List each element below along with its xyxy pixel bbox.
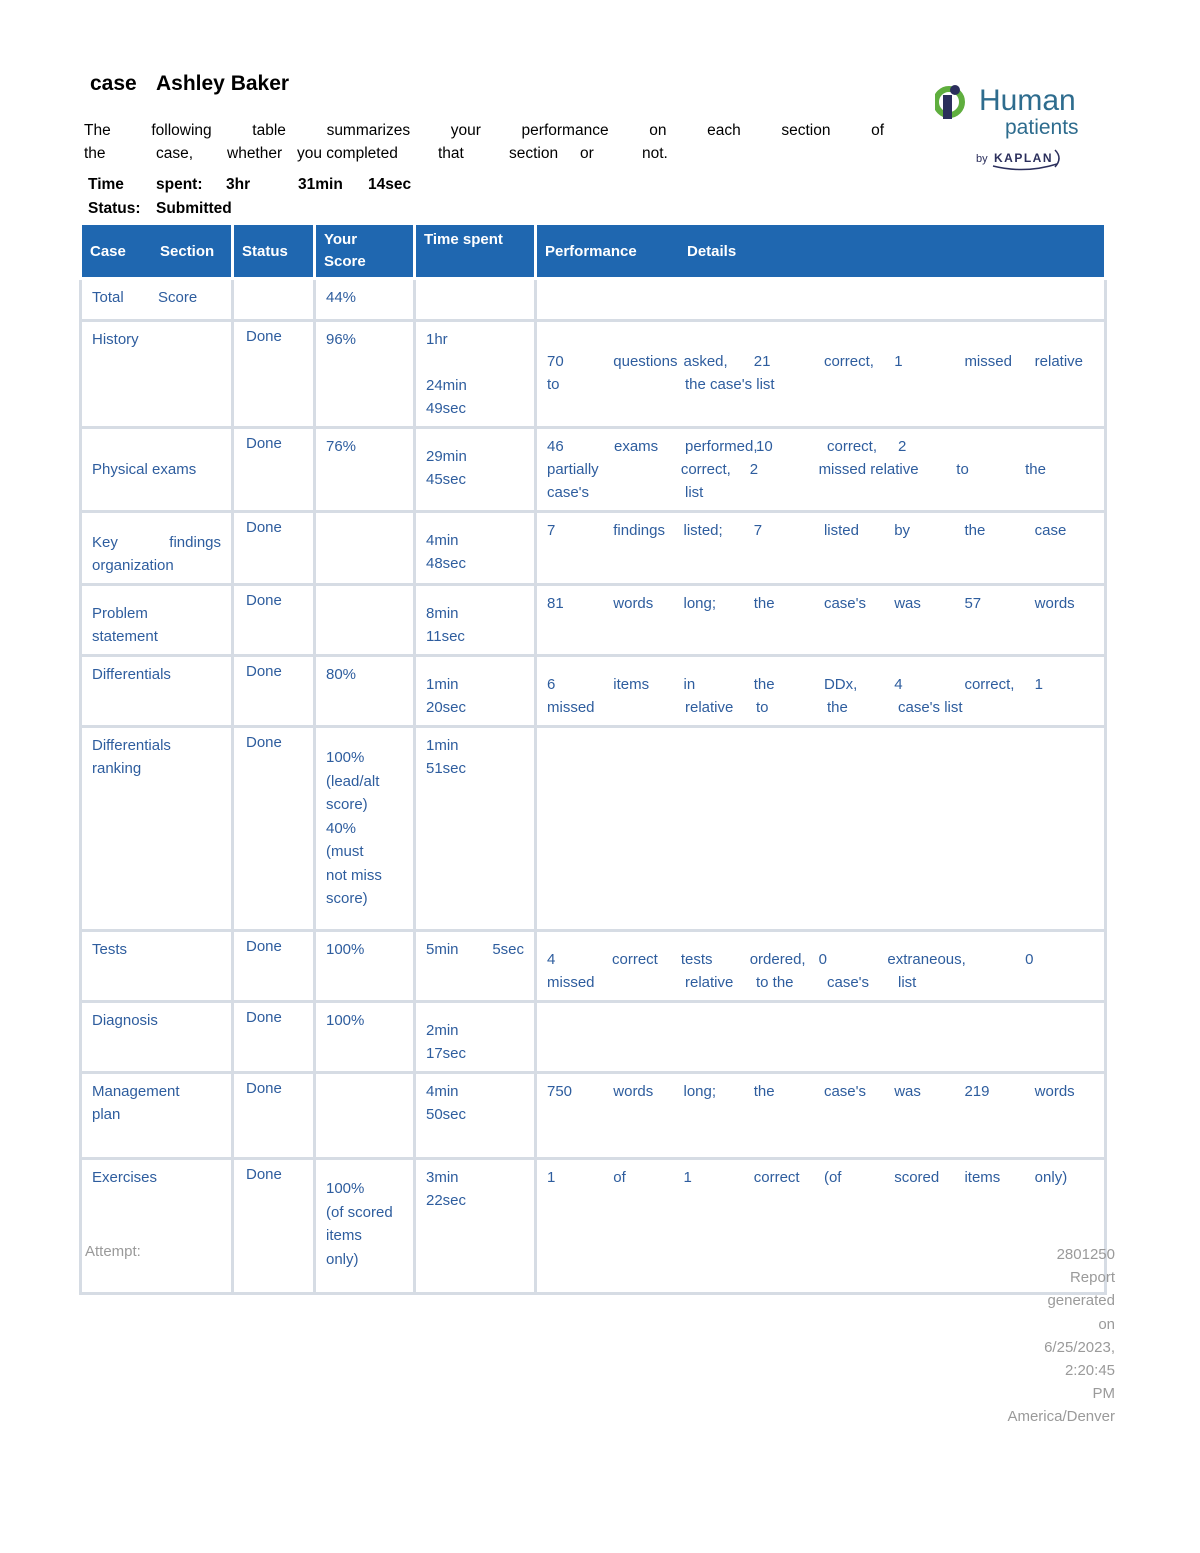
patient-name: Ashley Baker	[156, 72, 290, 95]
header-status: Status	[233, 224, 315, 279]
cell-score	[315, 1073, 415, 1159]
cell-status: Done	[233, 1002, 315, 1073]
cell-status: Done	[233, 428, 315, 512]
cell-score: 80%	[315, 656, 415, 727]
table-row	[81, 585, 1106, 656]
time-spent-row: Time spent: 3hr 31min 14sec	[88, 176, 412, 193]
table-row	[81, 1073, 1106, 1159]
case-label: case	[90, 72, 137, 95]
cell-performance: 1 of 1 correct (of scored items only)	[536, 1159, 1106, 1294]
table-row	[81, 321, 1106, 428]
cell-performance: 4 correct tests ordered, 0 extraneous, 0 missed relative to the case's list	[536, 931, 1106, 1002]
logo-sub: patients	[1005, 116, 1079, 139]
cell-performance	[536, 727, 1106, 931]
cell-status: Done	[233, 585, 315, 656]
cell-score	[315, 585, 415, 656]
cell-time: 2min 17sec	[415, 1002, 536, 1073]
logo-by: by	[976, 153, 988, 165]
cell-status: Done	[233, 512, 315, 585]
cell-score: 100%	[315, 1002, 415, 1073]
attempt-label: Attempt:	[85, 1243, 141, 1260]
cell-section: Tests	[81, 931, 233, 1002]
cell-section: Exercises	[81, 1159, 233, 1294]
cell-section: Physical exams	[81, 428, 233, 512]
intro-text	[84, 119, 884, 165]
header-time-spent: Time spent	[415, 224, 536, 279]
cell-score	[315, 512, 415, 585]
cell-time: 1min 20sec	[415, 656, 536, 727]
cell-section: Diagnosis	[81, 1002, 233, 1073]
cell-status: Done	[233, 1073, 315, 1159]
cell-time: 1min 51sec	[415, 727, 536, 931]
cell-section: History	[81, 321, 233, 428]
header-your-score: Your Score	[315, 224, 415, 279]
table-header-row	[81, 224, 1106, 279]
intro-line-1: The following table summarizes your performance on each section of	[84, 122, 885, 139]
report-generated: 2801250 Report generated on 6/25/2023, 2:20:45 PM America/Denver	[990, 1243, 1115, 1429]
cell-time: 8min 11sec	[415, 585, 536, 656]
cell-performance: 7 findings listed; 7 listed by the case	[536, 512, 1106, 585]
cell-section: Management plan	[81, 1073, 233, 1159]
table-row	[81, 1159, 1106, 1294]
logo-brand: Human	[979, 84, 1076, 117]
cell-performance	[536, 279, 1106, 321]
cell-time: 3min 22sec	[415, 1159, 536, 1294]
cell-status: Done	[233, 727, 315, 931]
cell-section: Key findings organization	[81, 512, 233, 585]
cell-performance: 70 questions asked, 21 correct, 1 missed relative to the case's list	[536, 321, 1106, 428]
cell-section: Differentials	[81, 656, 233, 727]
cell-time: 5min 5sec	[415, 931, 536, 1002]
cell-status: Done	[233, 931, 315, 1002]
cell-status: Done	[233, 656, 315, 727]
header-case-section: Case Section	[81, 224, 233, 279]
cell-score: 100% (lead/alt score) 40% (must not miss score)	[315, 727, 415, 931]
attempt-id: 2801250	[1056, 1246, 1115, 1263]
cell-score: 100% (of scored items only)	[315, 1159, 415, 1294]
table-row	[81, 931, 1106, 1002]
table-body	[81, 279, 1106, 1294]
cell-score: 100%	[315, 931, 415, 1002]
cell-time: 4min 50sec	[415, 1073, 536, 1159]
table-row	[81, 428, 1106, 512]
header-performance-details: Performance Details	[536, 224, 1106, 279]
cell-time	[415, 279, 536, 321]
cell-status: Done	[233, 1159, 315, 1294]
table-row	[81, 512, 1106, 585]
cell-section: Problem statement	[81, 585, 233, 656]
table-row	[81, 1002, 1106, 1073]
cell-time: 1hr 24min 49sec	[415, 321, 536, 428]
cell-score: 44%	[315, 279, 415, 321]
cell-performance: 46 exams performed, 10 correct, 2 partially correct, 2 missed relative to the case's list	[536, 428, 1106, 512]
cell-score: 76%	[315, 428, 415, 512]
cell-status	[233, 279, 315, 321]
cell-time: 4min 48sec	[415, 512, 536, 585]
table-row	[81, 656, 1106, 727]
report-title	[90, 72, 289, 96]
cell-performance: 6 items in the DDx, 4 correct, 1 missed relative to the case's list	[536, 656, 1106, 727]
performance-table	[79, 222, 1107, 1295]
cell-section: Differentials ranking	[81, 727, 233, 931]
cell-status: Done	[233, 321, 315, 428]
cell-score: 96%	[315, 321, 415, 428]
cell-performance: 81 words long; the case's was 57 words	[536, 585, 1106, 656]
ihuman-kaplan-logo	[935, 80, 1105, 175]
cell-performance: 750 words long; the case's was 219 words	[536, 1073, 1106, 1159]
meta-block	[88, 173, 411, 221]
table-row	[81, 727, 1106, 931]
cell-time: 29min 45sec	[415, 428, 536, 512]
table-row	[81, 279, 1106, 321]
status-row: Status: Submitted	[88, 200, 232, 217]
logo-kaplan: KAPLAN	[994, 151, 1053, 165]
intro-line-2: the case, whether you completed that section or not.	[84, 145, 668, 162]
cell-performance	[536, 1002, 1106, 1073]
cell-section: Total Score	[81, 279, 233, 321]
